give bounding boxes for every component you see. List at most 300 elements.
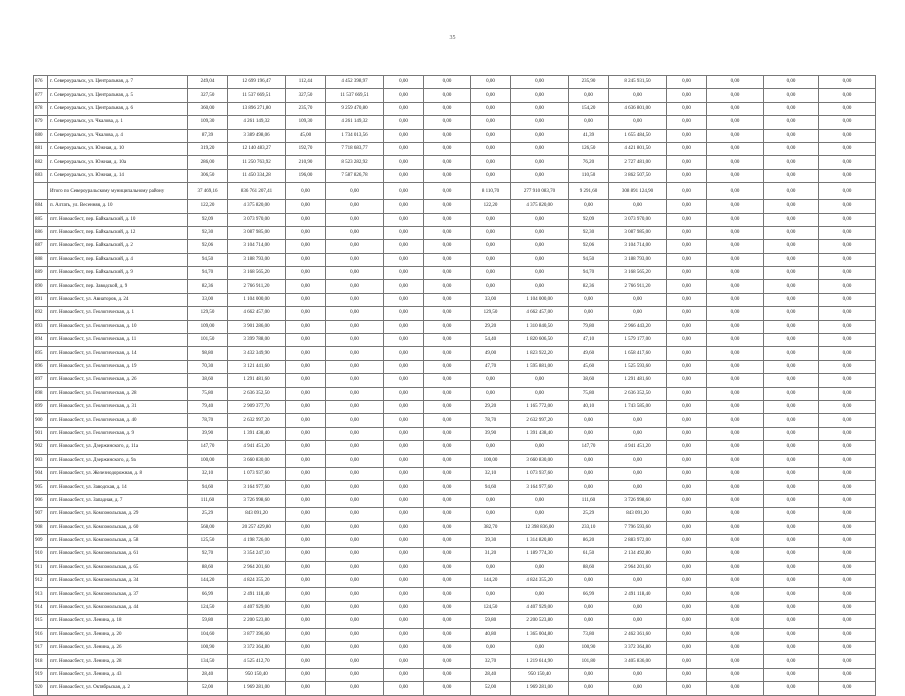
value-cell: 249,04: [188, 76, 228, 89]
value-cell: 0,00: [667, 89, 707, 102]
value-cell: 0,00: [819, 293, 876, 306]
value-cell: 0,00: [384, 116, 424, 129]
value-cell: 0,00: [286, 588, 326, 601]
value-cell: 3 901 286,00: [228, 320, 286, 333]
value-cell: 0,00: [511, 169, 569, 182]
value-cell: 0,00: [707, 508, 764, 521]
value-cell: 0,00: [326, 360, 384, 373]
row-number-cell: 904: [34, 467, 48, 480]
value-cell: 0,00: [326, 387, 384, 400]
address-cell: пгт. Новоасбест, ул. Ленина, д. 28: [48, 655, 188, 668]
value-cell: 0,00: [819, 307, 876, 320]
value-cell: 75,80: [569, 387, 609, 400]
value-cell: 0,00: [667, 253, 707, 266]
row-number-cell: 898: [34, 387, 48, 400]
value-cell: 33,00: [471, 293, 511, 306]
value-cell: 4 421 801,50: [609, 142, 667, 155]
value-cell: 4 198 726,00: [228, 534, 286, 547]
value-cell: 0,00: [286, 213, 326, 226]
value-cell: 88,60: [569, 561, 609, 574]
value-cell: 0,00: [471, 213, 511, 226]
value-cell: 87,39: [188, 129, 228, 142]
value-cell: 0,00: [707, 169, 764, 182]
value-cell: 47,70: [471, 360, 511, 373]
value-cell: 0,00: [707, 655, 764, 668]
value-cell: 0,00: [667, 320, 707, 333]
value-cell: 9 259 470,80: [326, 102, 384, 115]
value-cell: 0,00: [819, 521, 876, 534]
value-cell: 0,00: [764, 481, 819, 494]
value-cell: 233,10: [569, 521, 609, 534]
value-cell: 0,00: [667, 307, 707, 320]
value-cell: 1 165 772,00: [511, 400, 569, 413]
row-number-cell: 907: [34, 508, 48, 521]
value-cell: 4 824 355,20: [511, 575, 569, 588]
value-cell: 0,00: [764, 169, 819, 182]
address-cell: пгт. Новоасбест, ул. Геологическая, д. 1: [48, 307, 188, 320]
value-cell: 3 877 396,60: [228, 628, 286, 641]
value-cell: 0,00: [471, 494, 511, 507]
value-cell: 0,00: [424, 682, 471, 695]
value-cell: 0,00: [424, 267, 471, 280]
value-cell: 66,99: [569, 588, 609, 601]
value-cell: 0,00: [667, 374, 707, 387]
value-cell: 0,00: [511, 280, 569, 293]
value-cell: 0,00: [511, 253, 569, 266]
value-cell: 11 537 669,51: [326, 89, 384, 102]
value-cell: 11 250 763,92: [228, 156, 286, 169]
value-cell: 0,00: [667, 494, 707, 507]
value-cell: 1 969 281,00: [511, 682, 569, 695]
value-cell: 0,00: [819, 427, 876, 440]
value-cell: 327,50: [188, 89, 228, 102]
value-cell: 0,00: [384, 655, 424, 668]
value-cell: 0,00: [819, 360, 876, 373]
row-number-cell: 913: [34, 588, 48, 601]
value-cell: 3 087 985,00: [228, 226, 286, 239]
value-cell: 0,00: [707, 293, 764, 306]
table-row: [34, 102, 876, 115]
value-cell: 0,00: [819, 76, 876, 89]
table-row: [34, 481, 876, 494]
value-cell: 0,00: [609, 615, 667, 628]
value-cell: 0,00: [764, 183, 819, 200]
value-cell: 0,00: [764, 521, 819, 534]
value-cell: 0,00: [511, 374, 569, 387]
value-cell: 0,00: [471, 76, 511, 89]
value-cell: 3 862 507,50: [609, 169, 667, 182]
value-cell: 0,00: [286, 575, 326, 588]
value-cell: 0,00: [707, 89, 764, 102]
row-number-cell: 889: [34, 267, 48, 280]
value-cell: 0,00: [471, 267, 511, 280]
value-cell: 0,00: [286, 387, 326, 400]
value-cell: 0,00: [819, 508, 876, 521]
row-number-cell: 910: [34, 548, 48, 561]
table-row: [34, 240, 876, 253]
value-cell: 0,00: [764, 628, 819, 641]
value-cell: 0,00: [286, 481, 326, 494]
value-cell: 0,00: [764, 360, 819, 373]
page-number: 35: [449, 35, 456, 41]
value-cell: 1 820 606,50: [511, 334, 569, 347]
address-cell: пгт. Новоасбест, ул. Геологическая, д. 31: [48, 400, 188, 413]
address-cell: пгт. Новоасбест, ул. Геологическая, д. 14: [48, 347, 188, 360]
value-cell: 1 314 820,80: [511, 534, 569, 547]
value-cell: 0,00: [424, 360, 471, 373]
value-cell: 0,00: [384, 293, 424, 306]
value-cell: 0,00: [326, 374, 384, 387]
value-cell: 0,00: [326, 267, 384, 280]
value-cell: 109,30: [188, 116, 228, 129]
row-number-cell: 911: [34, 561, 48, 574]
value-cell: 0,00: [471, 89, 511, 102]
value-cell: 0,00: [667, 682, 707, 695]
table-row: [34, 454, 876, 467]
value-cell: 0,00: [424, 521, 471, 534]
value-cell: 0,00: [286, 615, 326, 628]
value-cell: 0,00: [326, 320, 384, 333]
table-row: [34, 320, 876, 333]
value-cell: 0,00: [424, 508, 471, 521]
value-cell: 0,00: [424, 240, 471, 253]
value-cell: 0,00: [471, 588, 511, 601]
value-cell: 0,00: [764, 561, 819, 574]
value-cell: 0,00: [384, 142, 424, 155]
address-cell: пгт. Новоасбест, ул. Геологическая, д. 10: [48, 320, 188, 333]
value-cell: 0,00: [471, 508, 511, 521]
value-cell: 59,80: [188, 615, 228, 628]
table-row: [34, 400, 876, 413]
value-cell: 79,40: [188, 400, 228, 413]
value-cell: 0,00: [326, 293, 384, 306]
value-cell: 0,00: [764, 102, 819, 115]
value-cell: 11 537 669,51: [228, 89, 286, 102]
value-cell: 92,06: [569, 240, 609, 253]
value-cell: 0,00: [511, 588, 569, 601]
value-cell: 12 398 836,00: [511, 521, 569, 534]
value-cell: 0,00: [326, 226, 384, 239]
value-cell: 0,00: [424, 183, 471, 200]
value-cell: 0,00: [819, 267, 876, 280]
value-cell: 3 405 836,00: [609, 655, 667, 668]
value-cell: 0,00: [384, 548, 424, 561]
value-cell: 0,00: [424, 293, 471, 306]
row-number-cell: 909: [34, 534, 48, 547]
value-cell: 0,00: [471, 561, 511, 574]
value-cell: 0,00: [819, 494, 876, 507]
table-row: [34, 642, 876, 655]
table-row: [34, 213, 876, 226]
value-cell: 0,00: [384, 280, 424, 293]
value-cell: 0,00: [424, 454, 471, 467]
value-cell: 0,00: [764, 334, 819, 347]
value-cell: 0,00: [471, 240, 511, 253]
table-row: [34, 293, 876, 306]
address-cell: пгт. Новоасбест, ул. Комсомольская, д. 29: [48, 508, 188, 521]
value-cell: 0,00: [424, 334, 471, 347]
address-cell: пгт. Новоасбест, ул. Ленина, д. 20: [48, 628, 188, 641]
value-cell: 0,00: [424, 668, 471, 681]
value-cell: 0,00: [471, 374, 511, 387]
value-cell: 78,70: [471, 414, 511, 427]
value-cell: 0,00: [667, 142, 707, 155]
value-cell: 0,00: [707, 200, 764, 213]
row-number-cell: 880: [34, 129, 48, 142]
value-cell: 0,00: [424, 548, 471, 561]
value-cell: 94,50: [188, 253, 228, 266]
value-cell: 3 660 830,00: [228, 454, 286, 467]
value-cell: 0,00: [667, 280, 707, 293]
value-cell: 32,10: [188, 467, 228, 480]
value-cell: 0,00: [819, 374, 876, 387]
value-cell: 75,80: [188, 387, 228, 400]
value-cell: 32,10: [471, 467, 511, 480]
value-cell: 0,00: [609, 467, 667, 480]
value-cell: 0,00: [819, 588, 876, 601]
table-row: [34, 615, 876, 628]
value-cell: 92,30: [569, 226, 609, 239]
address-cell: пгт. Новоасбест, пер. Байкальский, д. 2: [48, 240, 188, 253]
value-cell: 0,00: [384, 508, 424, 521]
address-cell: пгт. Новоасбест, ул. Геологическая, д. 11: [48, 334, 188, 347]
value-cell: 192,70: [286, 142, 326, 155]
value-cell: 104,60: [188, 628, 228, 641]
value-cell: 0,00: [667, 588, 707, 601]
row-number-cell: 908: [34, 521, 48, 534]
address-cell: пгт. Новоасбест, пер. Байкальский, д. 10: [48, 213, 188, 226]
value-cell: 3 372 364,80: [228, 642, 286, 655]
value-cell: 0,00: [707, 240, 764, 253]
value-cell: 0,00: [707, 601, 764, 614]
value-cell: 4 662 457,00: [228, 307, 286, 320]
value-cell: 0,00: [667, 508, 707, 521]
table-row: [34, 548, 876, 561]
value-cell: 0,00: [286, 561, 326, 574]
value-cell: 0,00: [609, 307, 667, 320]
value-cell: 0,00: [667, 400, 707, 413]
value-cell: 0,00: [326, 280, 384, 293]
value-cell: 0,00: [707, 454, 764, 467]
value-cell: 49,60: [569, 347, 609, 360]
value-cell: 100,00: [471, 454, 511, 467]
table-row: [34, 253, 876, 266]
address-cell: г. Североуральск, ул. Южная, д. 14: [48, 169, 188, 182]
value-cell: 0,00: [764, 642, 819, 655]
value-cell: 0,00: [707, 102, 764, 115]
value-cell: 0,00: [471, 441, 511, 454]
value-cell: 8 245 931,50: [609, 76, 667, 89]
value-cell: 210,90: [286, 156, 326, 169]
value-cell: 1 595 881,00: [511, 360, 569, 373]
value-cell: 94,60: [188, 481, 228, 494]
value-cell: 0,00: [764, 588, 819, 601]
value-cell: 836 761 207,41: [228, 183, 286, 200]
table-row: [34, 588, 876, 601]
value-cell: 94,50: [569, 253, 609, 266]
value-cell: 2 766 911,20: [609, 280, 667, 293]
value-cell: 0,00: [819, 116, 876, 129]
value-cell: 0,00: [569, 89, 609, 102]
value-cell: 12 699 196,47: [228, 76, 286, 89]
value-cell: 0,00: [326, 588, 384, 601]
value-cell: 154,20: [569, 102, 609, 115]
value-cell: 0,00: [667, 76, 707, 89]
value-cell: 0,00: [707, 642, 764, 655]
value-cell: 1 104 000,00: [511, 293, 569, 306]
value-cell: 0,00: [326, 575, 384, 588]
value-cell: 1 391 438,40: [228, 427, 286, 440]
value-cell: 0,00: [667, 454, 707, 467]
value-cell: 0,00: [286, 454, 326, 467]
table-row: [34, 142, 876, 155]
row-number-cell: 890: [34, 280, 48, 293]
value-cell: 0,00: [819, 642, 876, 655]
value-cell: 40,80: [471, 628, 511, 641]
value-cell: 0,00: [609, 454, 667, 467]
value-cell: 3 073 970,00: [228, 213, 286, 226]
value-cell: 0,00: [286, 334, 326, 347]
value-cell: 0,00: [384, 668, 424, 681]
table-row: [34, 89, 876, 102]
value-cell: 0,00: [424, 441, 471, 454]
value-cell: 3 168 565,20: [228, 267, 286, 280]
value-cell: 0,00: [569, 668, 609, 681]
value-cell: 0,00: [384, 183, 424, 200]
value-cell: 0,00: [707, 347, 764, 360]
value-cell: 0,00: [764, 441, 819, 454]
value-cell: 0,00: [511, 508, 569, 521]
value-cell: 0,00: [326, 414, 384, 427]
value-cell: 38,60: [188, 374, 228, 387]
value-cell: 0,00: [819, 169, 876, 182]
value-cell: 843 091,20: [228, 508, 286, 521]
row-number-cell: 888: [34, 253, 48, 266]
table-row: [34, 169, 876, 182]
value-cell: 0,00: [764, 129, 819, 142]
value-cell: 0,00: [707, 441, 764, 454]
value-cell: 0,00: [764, 414, 819, 427]
value-cell: 0,00: [707, 280, 764, 293]
value-cell: 0,00: [667, 414, 707, 427]
value-cell: 0,00: [424, 642, 471, 655]
value-cell: 0,00: [511, 642, 569, 655]
value-cell: 37 469,16: [188, 183, 228, 200]
value-cell: 1 104 000,00: [228, 293, 286, 306]
value-cell: 4 375 820,00: [228, 200, 286, 213]
value-cell: 0,00: [707, 267, 764, 280]
value-cell: 0,00: [286, 200, 326, 213]
value-cell: 4 525 412,70: [228, 655, 286, 668]
value-cell: 0,00: [819, 280, 876, 293]
value-cell: 70,30: [188, 360, 228, 373]
value-cell: 235,70: [286, 102, 326, 115]
address-cell: пгт. Новоасбест, пер. Заводской, д. 9: [48, 280, 188, 293]
value-cell: 25,29: [188, 508, 228, 521]
value-cell: 52,00: [471, 682, 511, 695]
value-cell: 3 164 977,60: [228, 481, 286, 494]
row-number-cell: [34, 183, 48, 200]
value-cell: 3 432 349,90: [228, 347, 286, 360]
value-cell: 88,60: [188, 561, 228, 574]
value-cell: 0,00: [384, 494, 424, 507]
value-cell: 0,00: [326, 481, 384, 494]
value-cell: 0,00: [667, 642, 707, 655]
value-cell: 0,00: [424, 169, 471, 182]
value-cell: 0,00: [424, 467, 471, 480]
value-cell: 147,70: [188, 441, 228, 454]
value-cell: 0,00: [764, 454, 819, 467]
value-cell: 20 257 429,80: [228, 521, 286, 534]
value-cell: 0,00: [384, 682, 424, 695]
row-number-cell: 920: [34, 682, 48, 695]
value-cell: 0,00: [569, 414, 609, 427]
value-cell: 94,70: [569, 267, 609, 280]
value-cell: 0,00: [286, 682, 326, 695]
value-cell: 0,00: [707, 76, 764, 89]
value-cell: 0,00: [569, 427, 609, 440]
value-cell: 4 636 801,00: [609, 102, 667, 115]
value-cell: 0,00: [326, 601, 384, 614]
row-number-cell: 885: [34, 213, 48, 226]
value-cell: 0,00: [819, 183, 876, 200]
table-body: [34, 76, 876, 696]
value-cell: 1 219 614,90: [511, 655, 569, 668]
value-cell: 0,00: [511, 561, 569, 574]
value-cell: 3 188 793,00: [228, 253, 286, 266]
value-cell: 0,00: [667, 427, 707, 440]
address-cell: г. Североуральск, ул. Южная, д. 10а: [48, 156, 188, 169]
value-cell: 0,00: [609, 682, 667, 695]
value-cell: 0,00: [424, 615, 471, 628]
value-cell: 0,00: [286, 534, 326, 547]
value-cell: 2 632 997,20: [511, 414, 569, 427]
value-cell: 0,00: [667, 334, 707, 347]
value-cell: 0,00: [819, 615, 876, 628]
value-cell: 0,00: [667, 347, 707, 360]
table-row: [34, 534, 876, 547]
value-cell: 0,00: [764, 293, 819, 306]
value-cell: 0,00: [667, 129, 707, 142]
value-cell: 40,10: [569, 400, 609, 413]
value-cell: 0,00: [609, 89, 667, 102]
value-cell: 0,00: [384, 129, 424, 142]
value-cell: 0,00: [764, 76, 819, 89]
value-cell: 0,00: [819, 89, 876, 102]
value-cell: 0,00: [707, 467, 764, 480]
value-cell: 0,00: [764, 601, 819, 614]
value-cell: 0,00: [707, 156, 764, 169]
value-cell: 4 941 451,20: [228, 441, 286, 454]
address-cell: пгт. Новоасбест, ул. Заводская, д. 14: [48, 481, 188, 494]
value-cell: 1 189 774,30: [511, 548, 569, 561]
value-cell: 0,00: [384, 76, 424, 89]
row-number-cell: 916: [34, 628, 48, 641]
value-cell: 0,00: [511, 142, 569, 155]
value-cell: 0,00: [424, 414, 471, 427]
value-cell: 0,00: [667, 467, 707, 480]
table-row: [34, 347, 876, 360]
value-cell: 0,00: [569, 467, 609, 480]
value-cell: 73,80: [569, 628, 609, 641]
value-cell: 1 525 593,60: [609, 360, 667, 373]
value-cell: 0,00: [326, 561, 384, 574]
value-cell: 0,00: [511, 441, 569, 454]
table-row: [34, 116, 876, 129]
value-cell: 0,00: [384, 334, 424, 347]
value-cell: 0,00: [707, 628, 764, 641]
table-row: [34, 129, 876, 142]
